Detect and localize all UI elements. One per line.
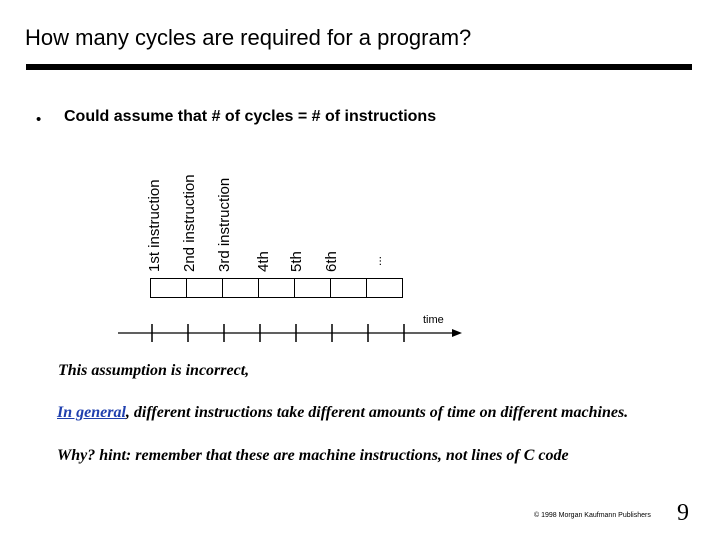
instruction-box: [222, 278, 259, 298]
bullet-marker: •: [36, 111, 42, 128]
instruction-box: [186, 278, 223, 298]
title-divider: [26, 64, 692, 70]
hint-statement: Why? hint: remember that these are machine instructions, not lines of C code: [57, 447, 569, 464]
page-number: 9: [677, 500, 689, 526]
timeline-arrowhead: [452, 329, 462, 337]
in-general-highlight: In general: [57, 404, 126, 421]
instruction-box: [150, 278, 187, 298]
instruction-box: [294, 278, 331, 298]
instruction-box: [330, 278, 367, 298]
time-label: time: [423, 314, 444, 326]
slide-title: How many cycles are required for a program?: [25, 25, 472, 50]
instruction-box: [258, 278, 295, 298]
timeline-axis: [118, 318, 468, 348]
copyright-notice: © 1998 Morgan Kaufmann Publishers: [534, 512, 651, 519]
bullet-text: Could assume that # of cycles = # of instructions: [64, 108, 437, 125]
general-statement-rest: , different instructions take different amounts of time on different machines.: [125, 404, 629, 421]
instruction-box: [366, 278, 403, 298]
instruction-boxes: [150, 278, 402, 298]
assumption-statement: This assumption is incorrect,: [58, 362, 250, 379]
general-statement: [57, 404, 628, 422]
